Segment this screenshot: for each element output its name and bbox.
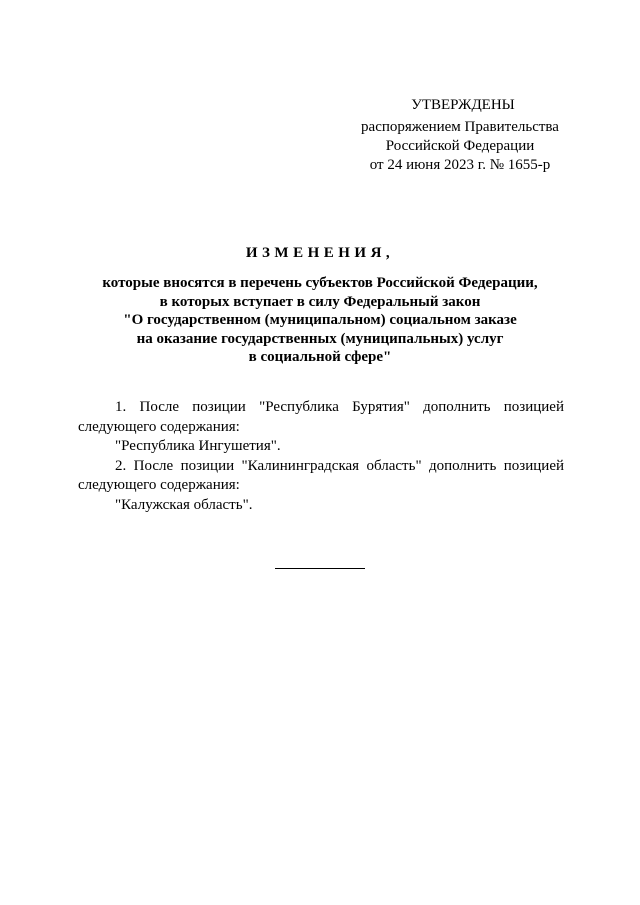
change-item-1-continuation: следующего содержания: — [78, 418, 240, 435]
change-item-1-text: 1. После позиции "Республика Бурятия" дополнить позицией — [115, 399, 564, 415]
subtitle-line: на оказание государственных (муниципальных) услуг — [136, 330, 504, 347]
document-subtitle — [0, 274, 640, 367]
change-item-2 — [78, 457, 564, 496]
change-item-1 — [78, 398, 564, 437]
approval-block — [340, 96, 580, 175]
document-title: ИЗМЕНЕНИЯ, — [245, 245, 395, 261]
change-item-2-text: 2. После позиции "Калининградская область" дополнить позицией — [115, 457, 564, 474]
approval-line-authority: Российской Федерации — [385, 138, 535, 154]
subtitle-line: которые вносятся в перечень субъектов Российской Федерации, — [102, 275, 538, 291]
document-body — [78, 398, 564, 515]
change-item-1-quote: "Республика Ингушетия". — [115, 438, 281, 454]
subtitle-line: в социальной сфере" — [248, 349, 392, 365]
closing-divider — [275, 568, 365, 569]
change-item-2-quote: "Калужская область". — [115, 496, 253, 513]
change-item-2-continuation: следующего содержания: — [78, 477, 240, 493]
subtitle-line: "О государственном (муниципальном) социальном заказе — [123, 312, 517, 328]
approval-line-decree: распоряжением Правительства — [361, 119, 559, 135]
approval-line-date-number: от 24 июня 2023 г. № 1655-р — [369, 157, 551, 173]
subtitle-line: в которых вступает в силу Федеральный закон — [159, 293, 481, 310]
approval-heading: УТВЕРЖДЕНЫ — [411, 97, 515, 113]
